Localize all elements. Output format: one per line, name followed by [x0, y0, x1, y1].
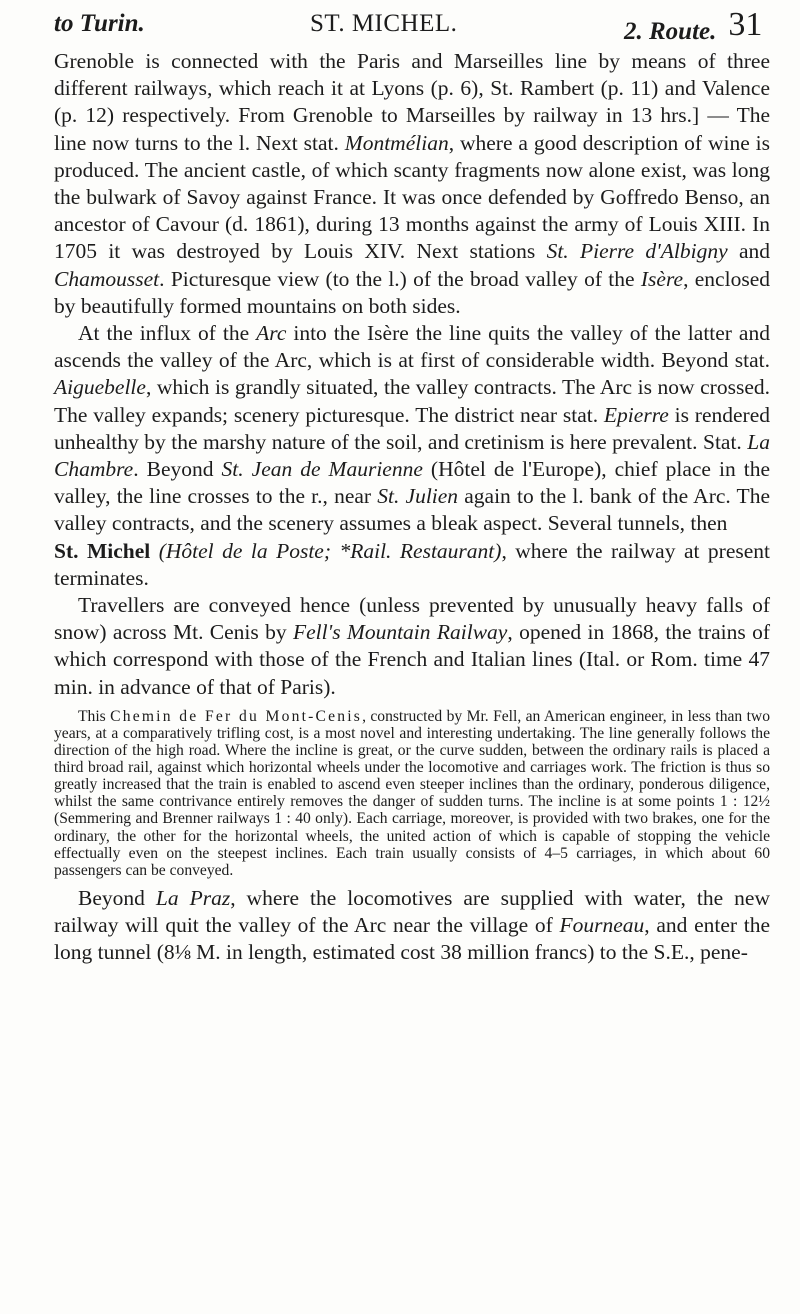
header-route-block [624, 6, 763, 48]
place-name: La Chambre [54, 429, 770, 482]
page-number: 31 [728, 6, 763, 43]
place-name: Fourneau [559, 913, 645, 938]
paragraph-st-michel: St. Michel (Hôtel de la Poste; *Rail. Restaurant), where the railway at present terminates. [54, 538, 771, 590]
place-name: St. Jean de Maurienne [221, 457, 423, 482]
paragraph-la-praz: Beyond La Praz, where the locomotives are supplied with water, the new railway will quit the valley of the Arc near the village of Fourneau, and enter the long tunnel (8⅛ M. in length, estimated cost 38 million francs) to the S.E., pene- [54, 885, 770, 965]
place-name: St. Pierre d'Albigny [546, 239, 728, 264]
place-name: Aiguebelle [54, 375, 146, 400]
header-destination: to Turin. [54, 10, 145, 37]
place-name: Isère [640, 266, 684, 291]
place-name: St. Julien [377, 484, 459, 509]
header-route: 2. Route. [624, 18, 717, 45]
railway-name: Fell's Mountain Railway [292, 620, 508, 645]
running-header [54, 6, 770, 46]
hotel-info: (Hôtel de la Poste; *Rail. Restaurant) [158, 538, 502, 563]
place-name: Arc [256, 321, 287, 346]
paragraph-arc-valley: At the influx of the Arc into the Isère the line quits the valley of the latter and ascends the valley of the Arc, which is at first of considerable width. Beyond stat. Aiguebelle, which is grandly situated, the valley contracts. The Arc is now crossed. The valley expands; scenery picturesque. The district near stat. Epierre is rendered unhealthy by the marshy nature of the soil, and cretinism is here prevalent. Stat. La Chambre. Beyond St. Jean de Maurienne (Hôtel de l'Europe), chief place in the valley, the line crosses to the r., near St. Julien again to the l. bank of the Arc. The valley contracts, and the scenery assumes a bleak aspect. Several tunnels, then [54, 321, 770, 536]
place-name: Epierre [603, 402, 669, 427]
paragraph-mont-cenis: Travellers are conveyed hence (unless prevented by unusually heavy falls of snow) across Mt. Cenis by Fell's Mountain Railway, opened in 1868, the trains of which correspond with those of the French and Italian lines (Ital. or Rom. time 47 min. in advance of that of Paris). [54, 593, 770, 699]
place-name: Chamousset [54, 266, 160, 291]
paragraph-grenoble: Grenoble is connected with the Paris and Marseilles line by means of three different railways, which reach it at Lyons (p. 6), St. Rambert (p. 11) and Valence (p. 12) respectively. From Grenoble to Marseilles by railway in 13 hrs.] — The line now turns to the l. Next stat. Montmélian, where a good description of wine is produced. The ancient castle, of which scanty fragments now alone exist, was long the bulwark of Savoy against France. It was once defended by Goffredo Benso, an ancestor of Cavour (d. 1861), during 13 months against the army of Louis XIII. In 1705 it was destroyed by Louis XIV. Next stations St. Pierre d'Albigny and Chamousset. Picturesque view (to the l.) of the broad valley of the Isère, enclosed by beautifully formed mountains on both sides. [54, 49, 770, 318]
place-heading: St. Michel [54, 538, 151, 563]
railway-title: Chemin de Fer du Mont-Cenis [110, 707, 363, 725]
small-print-note [54, 708, 770, 879]
header-title: ST. MICHEL. [310, 10, 458, 37]
main-text-continued [54, 885, 770, 967]
place-name: Montmélian [344, 130, 449, 155]
place-name: La Praz [155, 885, 231, 910]
main-text [54, 48, 770, 701]
note-paragraph: This Chemin de Fer du Mont-Cenis, constructed by Mr. Fell, an American engineer, in less than two years, at a comparatively trifling cost, is a most novel and interesting undertaking. The line generally follows the direction of the high road. Where the incline is great, or the curve sudden, between the ordinary rails is placed a third broad rail, against which horizontal wheels under the locomotive and carriages work. The friction is thus so greatly increased that the train is enabled to ascend even steeper inclines than the ordinary, ponderous diligence, whilst the same contrivance entirely removes the danger of sudden turns. The incline is at some points 1 : 12½ (Semmering and Brenner railways 1 : 40 only). Each carriage, moreover, is provided with two brakes, one for the ordinary, the other for the horizontal wheels, the united action of which is capable of stopping the vehicle effectually even on the steepest inclines. Each train usually consists of 4–5 carriages, in which about 60 passengers can be conveyed. [54, 707, 770, 879]
